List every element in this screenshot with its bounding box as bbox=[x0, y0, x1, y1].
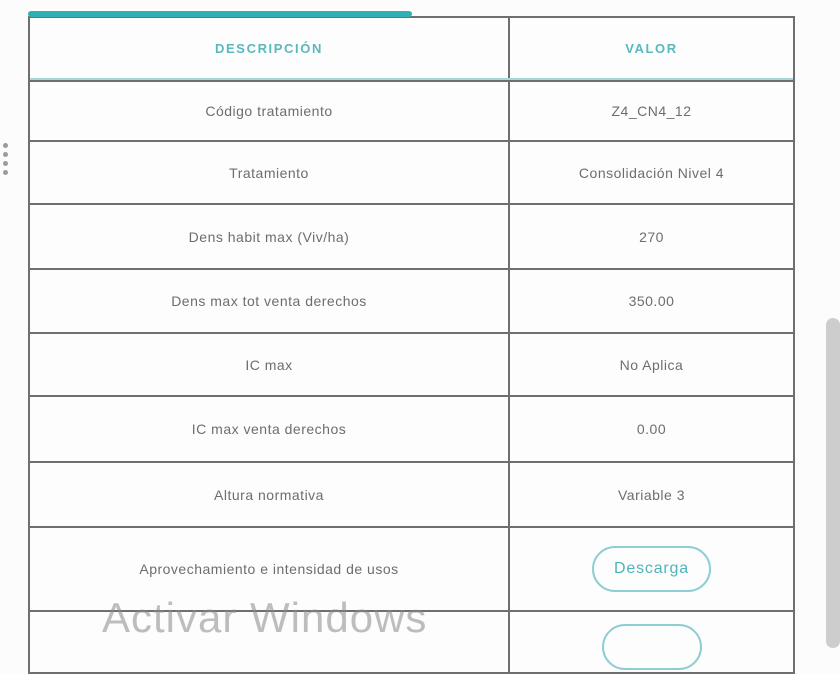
row-value bbox=[510, 612, 793, 672]
table-row bbox=[30, 332, 793, 395]
drag-handle-dot bbox=[3, 152, 8, 157]
row-description: Aprovechamiento e intensidad de usos bbox=[30, 528, 510, 610]
drag-handle-dot bbox=[3, 143, 8, 148]
table-row-partial bbox=[30, 610, 793, 672]
table-row bbox=[30, 526, 793, 610]
table-row bbox=[30, 140, 793, 203]
row-description: Código tratamiento bbox=[30, 82, 510, 140]
row-description: Tratamiento bbox=[30, 142, 510, 203]
row-value: No Aplica bbox=[619, 356, 684, 373]
drag-handle-dot bbox=[3, 161, 8, 166]
row-description: Dens max tot venta derechos bbox=[30, 270, 510, 332]
table-row bbox=[30, 268, 793, 332]
row-value: 350.00 bbox=[628, 293, 675, 309]
row-value: Z4_CN4_12 bbox=[611, 103, 692, 119]
row-value: Variable 3 bbox=[617, 486, 685, 503]
row-description: IC max venta derechos bbox=[30, 397, 510, 461]
row-description: IC max bbox=[30, 334, 510, 395]
table-header-row bbox=[30, 18, 793, 80]
active-tab-indicator[interactable] bbox=[28, 11, 412, 17]
row-value: 270 bbox=[639, 228, 664, 245]
row-value: 0.00 bbox=[636, 421, 667, 437]
column-header-valor: VALOR bbox=[625, 40, 678, 56]
table-row bbox=[30, 203, 793, 268]
column-header-descripcion: DESCRIPCIÓN bbox=[30, 18, 510, 78]
row-value: Consolidación Nivel 4 bbox=[578, 164, 725, 181]
row-description bbox=[30, 612, 510, 672]
descarga-button[interactable]: Descarga bbox=[592, 546, 711, 592]
drag-handle[interactable] bbox=[3, 143, 8, 175]
windows-activation-watermark: Activar Windows bbox=[102, 594, 428, 641]
table-row bbox=[30, 80, 793, 140]
attributes-table bbox=[28, 16, 795, 674]
descarga-button-partial[interactable] bbox=[602, 624, 702, 670]
table-row bbox=[30, 395, 793, 461]
table-row bbox=[30, 461, 793, 526]
vertical-scrollbar-thumb[interactable] bbox=[826, 318, 840, 648]
row-description: Altura normativa bbox=[30, 463, 510, 526]
row-description: Dens habit max (Viv/ha) bbox=[30, 205, 510, 268]
row-value bbox=[510, 528, 793, 610]
drag-handle-dot bbox=[3, 170, 8, 175]
